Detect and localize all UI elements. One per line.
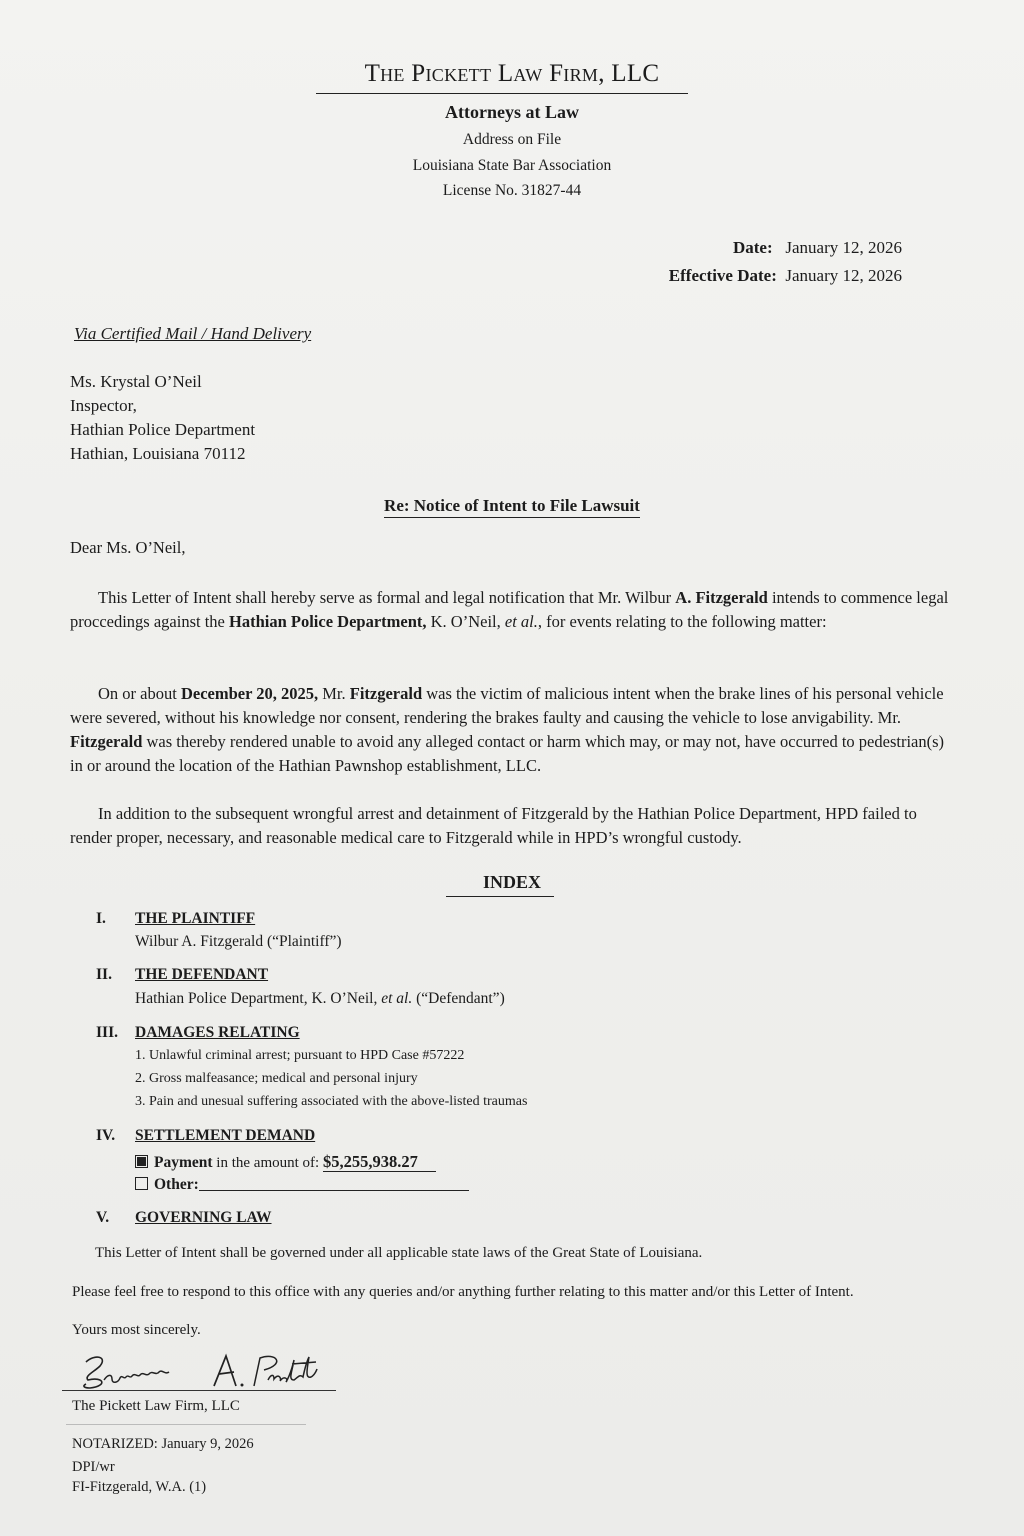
firm-subtitle: Attorneys at Law xyxy=(445,102,579,122)
defendant-name: Hathian Police Department, K. O’Neil, et al. (“Defendant”) xyxy=(135,990,505,1007)
reference-line: FI-Fitzgerald, W.A. (1) xyxy=(72,1479,207,1495)
damage-item: 1. Unlawful criminal arrest; pursuant to HPD Case #57222 xyxy=(135,1048,465,1063)
index-rule xyxy=(446,896,554,897)
section-title-governing-law: GOVERNING LAW xyxy=(135,1209,272,1226)
closing: Yours most sincerely. xyxy=(72,1322,201,1338)
paragraph-arrest: In addition to the subsequent wrongful arrest and detainment of Fitzgerald by the Hathian Police Department, HPD failed to render proper, necessary, and reasonable medical care to Fitzgerald while in HPD’s wrongful custody. xyxy=(70,804,917,847)
index-title: INDEX xyxy=(482,872,541,892)
damage-item: 2. Gross malfeasance; medical and personal injury xyxy=(135,1071,418,1086)
other-option: Other: xyxy=(135,1176,469,1194)
firm-address: Address on File xyxy=(462,131,562,148)
recipient-title: Inspector, xyxy=(70,396,137,415)
notarized-line: NOTARIZED: January 9, 2026 xyxy=(72,1436,254,1452)
settlement-amount: $5,255,938.27 xyxy=(323,1152,436,1172)
firm-license: License No. 31827-44 xyxy=(442,182,582,199)
governing-law-text: This Letter of Intent shall be governed under all applicable state laws of the Great State of Louisiana. xyxy=(95,1245,703,1261)
closing-paragraph: Please feel free to respond to this office with any queries and/or anything further relating to this matter and/or this Letter of Intent. xyxy=(72,1284,854,1300)
section-numeral: II. xyxy=(96,966,112,983)
other-checkbox xyxy=(135,1177,148,1190)
payment-checkbox xyxy=(135,1155,148,1168)
delivery-method: Via Certified Mail / Hand Delivery xyxy=(74,324,312,343)
recipient-city: Hathian, Louisiana 70112 xyxy=(70,444,246,463)
date-line: Date: January 12, 2026 xyxy=(732,238,902,257)
signature-line xyxy=(62,1390,336,1391)
signature-image xyxy=(64,1350,334,1394)
damage-item: 3. Pain and unesual suffering associated with the above-listed traumas xyxy=(135,1094,528,1109)
header-rule xyxy=(316,93,688,94)
section-title-plaintiff: THE PLAINTIFF xyxy=(135,910,256,927)
section-numeral: III. xyxy=(96,1024,118,1041)
section-title-settlement: SETTLEMENT DEMAND xyxy=(135,1127,316,1144)
salutation: Dear Ms. O’Neil, xyxy=(70,538,186,557)
other-blank-line xyxy=(199,1190,469,1191)
section-title-damages: DAMAGES RELATING xyxy=(135,1024,300,1041)
recipient-department: Hathian Police Department xyxy=(70,420,256,439)
paragraph-events: On or about December 20, 2025, Mr. Fitzgerald was the victim of malicious intent when the brake lines of his personal vehicle were severed, without his knowledge nor consent, rendering the brakes faulty and causing the vehicle to lose anvigability. Mr. Fitzgerald was thereby rendered unable to avoid any alleged contact or harm which may, or may not, have occurred to pedestrian(s) in or around the location of the Hathian Pawnshop establishment, LLC. xyxy=(70,684,945,775)
plaintiff-name: Wilbur A. Fitzgerald (“Plaintiff”) xyxy=(135,933,342,950)
effective-date-line: Effective Date: January 12, 2026 xyxy=(668,266,902,285)
footer-rule xyxy=(66,1424,306,1425)
section-numeral: V. xyxy=(96,1209,110,1226)
initials-line: DPI/wr xyxy=(72,1459,115,1475)
section-title-defendant: THE DEFENDANT xyxy=(135,966,269,983)
paragraph-notice: This Letter of Intent shall hereby serve as formal and legal notification that Mr. Wilbur A. Fitzgerald intends to commence legal proccedings against the Hathian Police Department, K. O’Neil, et al., for events relating to the following matter: xyxy=(70,588,949,631)
firm-name: The Pickett Law Firm, LLC xyxy=(364,60,660,87)
section-numeral: IV. xyxy=(96,1127,116,1144)
signature-firm: The Pickett Law Firm, LLC xyxy=(72,1398,240,1414)
subject-line: Re: Notice of Intent to File Lawsuit xyxy=(0,496,1024,516)
payment-option: Payment in the amount of: $5,255,938.27 xyxy=(135,1152,436,1172)
recipient-address xyxy=(70,370,255,466)
section-numeral: I. xyxy=(96,910,106,927)
recipient-name: Ms. Krystal O’Neil xyxy=(70,372,202,391)
firm-bar: Louisiana State Bar Association xyxy=(412,157,612,174)
